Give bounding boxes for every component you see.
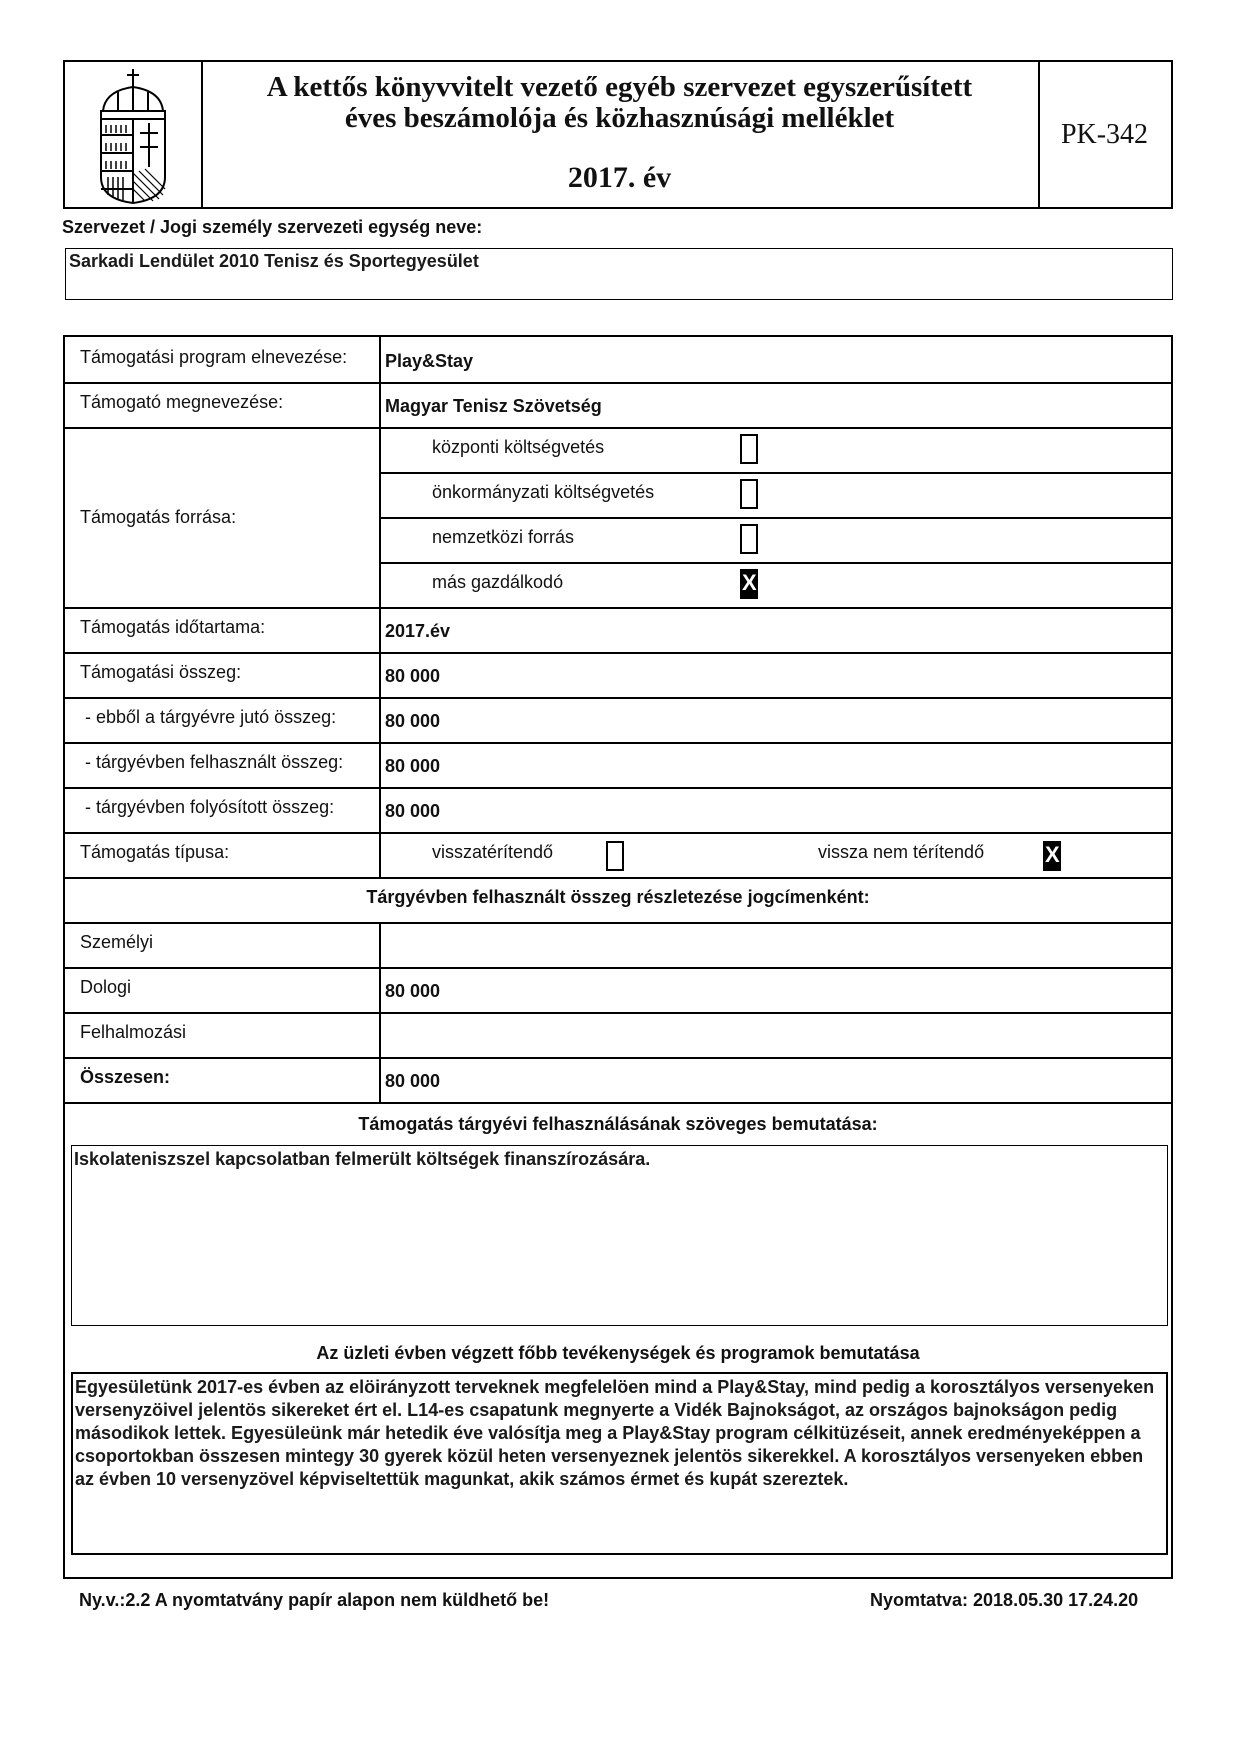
breakdown-value[interactable] <box>381 1012 1171 1057</box>
supporter-value[interactable]: Magyar Tenisz Szövetség <box>385 396 602 416</box>
activities-heading: Az üzleti évben végzett főbb tevékenységek és programok bemutatása <box>316 1343 920 1363</box>
source-option-other-business <box>381 562 1171 607</box>
checkbox-refundable[interactable] <box>606 841 624 871</box>
supporter-row <box>65 382 1171 429</box>
duration-row <box>65 607 1171 654</box>
source-option-label: más gazdálkodó <box>432 572 564 592</box>
footer-version-note: Ny.v.:2.2 A nyomtatvány papír alapon nem küldhető be! <box>79 1590 550 1610</box>
activities-textarea[interactable]: Egyesületünk 2017-es évben az elöirányzott terveknek megfelelöen mind a Play&Stay, mind pedig a korosztályos versenyeken versenyzöivel jelentös sikereket ért el. L14-es csapatunk megnyerte a Vidék Bajnokságot, az országos bajnokságon pedig másodikok lettek. Egyesüleünk már hetedik éve valósítja meg a Play&Stay program célkitüzéseit, annek eredményeképpen a csoportokban összesen mintegy 30 gyerek közül heten versenyeznek jelentös sikerekkel. A korosztályos versenyeken ebben az évben 10 versenyzövel képviseltettük magunkat, akik számos érmet és kupát szereztek. <box>71 1372 1168 1555</box>
breakdown-row <box>65 967 1171 1014</box>
footer-print-timestamp: Nyomtatva: 2018.05.30 17.24.20 <box>870 1590 1139 1610</box>
checkbox-central-budget[interactable] <box>740 434 758 464</box>
breakdown-label: Felhalmozási <box>65 1012 381 1057</box>
crest-cell <box>65 62 203 207</box>
form-title-line2: éves beszámolója és közhasznúsági melléklet <box>344 102 895 134</box>
source-label: Támogatás forrása: <box>65 427 381 607</box>
type-row <box>65 832 1171 879</box>
program-value[interactable]: Play&Stay <box>385 351 474 371</box>
checkbox-other-business-checked[interactable] <box>740 569 758 599</box>
form-title-line1: A kettős könyvvitelt vezető egyéb szervezet egyszerűsített <box>266 71 973 103</box>
year-share-row <box>65 697 1171 744</box>
hungarian-coat-of-arms-icon <box>93 67 173 205</box>
breakdown-heading: Tárgyévben felhasznált összeg részletezése jogcímenként: <box>366 887 870 907</box>
type-non-refundable-label: vissza nem térítendő <box>818 842 985 862</box>
source-option-central <box>381 427 1171 474</box>
source-option-international <box>381 517 1171 564</box>
type-label: Támogatás típusa: <box>65 832 381 877</box>
disbursed-label: - tárgyévben folyósított összeg: <box>65 787 381 832</box>
year-share-value[interactable]: 80 000 <box>385 711 441 731</box>
breakdown-total-row <box>65 1057 1171 1104</box>
breakdown-label: Személyi <box>65 922 381 967</box>
source-option-label: központi költségvetés <box>432 437 605 457</box>
breakdown-total-label: Összesen: <box>65 1057 381 1102</box>
form-code: PK-342 <box>1060 118 1149 150</box>
source-option-label: önkormányzati költségvetés <box>432 482 655 502</box>
amount-value[interactable]: 80 000 <box>385 666 441 686</box>
usage-description-textarea[interactable]: Iskolateniszszel kapcsolatban felmerült költségek finanszírozására. <box>71 1145 1168 1326</box>
amount-label: Támogatási összeg: <box>65 652 381 697</box>
organization-name-field[interactable]: Sarkadi Lendület 2010 Tenisz és Sportegyesület <box>65 248 1173 300</box>
amount-row <box>65 652 1171 699</box>
disbursed-row <box>65 787 1171 834</box>
program-row <box>65 337 1171 384</box>
breakdown-value[interactable]: 80 000 <box>385 981 441 1001</box>
form-title-cell <box>201 62 1040 207</box>
breakdown-row <box>65 922 1171 969</box>
supporter-label: Támogató megnevezése: <box>65 382 381 427</box>
type-options <box>381 832 1171 877</box>
organization-label: Szervezet / Jogi személy szervezeti egység neve: <box>62 217 483 237</box>
duration-label: Támogatás időtartama: <box>65 607 381 652</box>
used-row <box>65 742 1171 789</box>
breakdown-row <box>65 1012 1171 1059</box>
used-label: - tárgyévben felhasznált összeg: <box>65 742 381 787</box>
breakdown-label: Dologi <box>65 967 381 1012</box>
type-refundable-label: visszatérítendő <box>432 842 554 862</box>
program-label: Támogatási program elnevezése: <box>65 337 381 382</box>
duration-value[interactable]: 2017.év <box>385 621 451 641</box>
form-title <box>201 72 1038 134</box>
year-share-label: - ebből a tárgyévre jutó összeg: <box>65 697 381 742</box>
form-header <box>63 60 1173 209</box>
checkbox-non-refundable-checked[interactable] <box>1043 841 1061 871</box>
breakdown-total-value[interactable]: 80 000 <box>385 1071 441 1091</box>
checkbox-municipal-budget[interactable] <box>740 479 758 509</box>
source-row <box>65 427 1171 609</box>
breakdown-heading-row <box>65 877 1171 924</box>
used-value[interactable]: 80 000 <box>385 756 441 776</box>
breakdown-value[interactable] <box>381 922 1171 967</box>
source-option-municipal <box>381 472 1171 519</box>
usage-description-heading: Támogatás tárgyévi felhasználásának szöveges bemutatása: <box>358 1114 878 1134</box>
disbursed-value[interactable]: 80 000 <box>385 801 441 821</box>
form-year: 2017. év <box>567 161 672 194</box>
source-option-label: nemzetközi forrás <box>432 527 575 547</box>
checkbox-international-source[interactable] <box>740 524 758 554</box>
support-table <box>63 335 1173 1579</box>
